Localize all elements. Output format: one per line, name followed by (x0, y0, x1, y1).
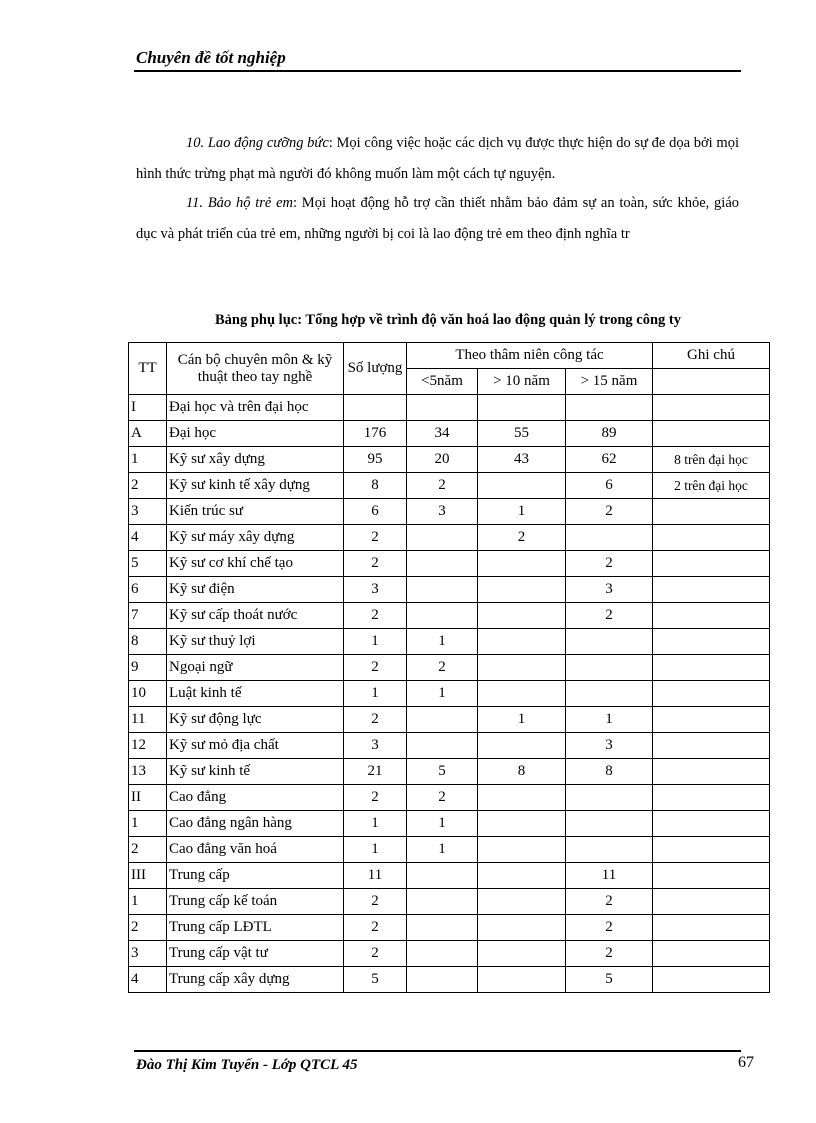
header-note-empty (653, 369, 770, 395)
cell-gt10: 1 (478, 499, 566, 525)
cell-name: Cao đẳng ngân hàng (167, 811, 344, 837)
table-row (129, 577, 770, 603)
cell-note (653, 863, 770, 889)
cell-gt15: 2 (566, 941, 653, 967)
cell-qty: 3 (344, 733, 407, 759)
cell-tt: 3 (129, 941, 167, 967)
cell-tt: 10 (129, 681, 167, 707)
table-body (129, 395, 770, 993)
table-row (129, 655, 770, 681)
table-row (129, 629, 770, 655)
cell-note (653, 837, 770, 863)
cell-gt10: 8 (478, 759, 566, 785)
cell-gt15: 2 (566, 603, 653, 629)
cell-note (653, 421, 770, 447)
cell-gt15 (566, 681, 653, 707)
cell-tt: 2 (129, 837, 167, 863)
table-row (129, 473, 770, 499)
cell-gt15 (566, 525, 653, 551)
cell-name: Cao đẳng (167, 785, 344, 811)
cell-tt: A (129, 421, 167, 447)
cell-gt15: 2 (566, 889, 653, 915)
cell-gt10: 43 (478, 447, 566, 473)
cell-note (653, 499, 770, 525)
cell-lt5 (407, 967, 478, 993)
cell-qty: 1 (344, 811, 407, 837)
cell-gt10 (478, 967, 566, 993)
cell-tt: II (129, 785, 167, 811)
cell-name: Luật kinh tế (167, 681, 344, 707)
cell-lt5 (407, 395, 478, 421)
cell-qty: 11 (344, 863, 407, 889)
cell-name: Kỹ sư kinh tế (167, 759, 344, 785)
cell-gt10 (478, 577, 566, 603)
cell-note (653, 525, 770, 551)
cell-gt15: 3 (566, 577, 653, 603)
cell-tt: 2 (129, 915, 167, 941)
cell-gt10 (478, 629, 566, 655)
table-row (129, 733, 770, 759)
cell-gt10 (478, 863, 566, 889)
cell-qty: 2 (344, 707, 407, 733)
cell-tt: 3 (129, 499, 167, 525)
cell-gt10 (478, 785, 566, 811)
cell-tt: 2 (129, 473, 167, 499)
cell-name: Đại học (167, 421, 344, 447)
cell-note (653, 889, 770, 915)
cell-gt10 (478, 473, 566, 499)
cell-tt: 12 (129, 733, 167, 759)
cell-tt: I (129, 395, 167, 421)
cell-lt5: 1 (407, 837, 478, 863)
cell-lt5: 1 (407, 811, 478, 837)
cell-note (653, 395, 770, 421)
cell-tt: 9 (129, 655, 167, 681)
header-seniority: Theo thâm niên công tác (407, 343, 653, 369)
cell-qty: 6 (344, 499, 407, 525)
cell-note (653, 915, 770, 941)
cell-gt15 (566, 811, 653, 837)
cell-tt: 8 (129, 629, 167, 655)
table-row (129, 499, 770, 525)
cell-gt15: 2 (566, 915, 653, 941)
cell-qty: 2 (344, 941, 407, 967)
cell-note (653, 941, 770, 967)
cell-gt15 (566, 785, 653, 811)
cell-gt15: 11 (566, 863, 653, 889)
cell-lt5: 2 (407, 655, 478, 681)
cell-gt15 (566, 395, 653, 421)
cell-tt: 7 (129, 603, 167, 629)
cell-gt10 (478, 733, 566, 759)
cell-name: Kỹ sư thuỷ lợi (167, 629, 344, 655)
cell-lt5: 5 (407, 759, 478, 785)
cell-gt15: 2 (566, 551, 653, 577)
cell-note (653, 967, 770, 993)
header-title: Chuyên đề tốt nghiệp (136, 48, 286, 67)
cell-note: 8 trên đại học (653, 447, 770, 473)
table-caption: Bảng phụ lục: Tổng hợp về trình độ văn hoá lao động quản lý trong công ty (215, 312, 681, 328)
table-row (129, 421, 770, 447)
cell-name: Trung cấp (167, 863, 344, 889)
cell-lt5 (407, 525, 478, 551)
cell-gt15: 5 (566, 967, 653, 993)
paragraph-child-protection (136, 188, 739, 250)
cell-tt: 11 (129, 707, 167, 733)
cell-gt10 (478, 889, 566, 915)
text-child-protection: : Mọi hoạt động hỗ trợ cần thiết nhằm bảo đảm sự an toàn, sức khỏe, giáo dục và phát triển của trẻ em, những người bị coi là lao động trẻ em theo định nghĩa tr (136, 195, 739, 242)
cell-gt15: 89 (566, 421, 653, 447)
cell-lt5: 1 (407, 681, 478, 707)
cell-gt10 (478, 681, 566, 707)
cell-lt5: 3 (407, 499, 478, 525)
cell-name: Kỹ sư điện (167, 577, 344, 603)
cell-note (653, 577, 770, 603)
header-divider (134, 70, 741, 72)
table-row (129, 551, 770, 577)
cell-lt5 (407, 707, 478, 733)
cell-qty (344, 395, 407, 421)
cell-name: Ngoại ngữ (167, 655, 344, 681)
cell-name: Kỹ sư động lực (167, 707, 344, 733)
cell-note (653, 681, 770, 707)
cell-lt5 (407, 863, 478, 889)
cell-name: Kỹ sư cấp thoát nước (167, 603, 344, 629)
cell-note (653, 785, 770, 811)
cell-qty: 176 (344, 421, 407, 447)
cell-gt10: 55 (478, 421, 566, 447)
cell-note: 2 trên đại học (653, 473, 770, 499)
cell-tt: 1 (129, 811, 167, 837)
cell-lt5: 20 (407, 447, 478, 473)
cell-gt15: 1 (566, 707, 653, 733)
cell-gt10 (478, 603, 566, 629)
cell-gt15: 3 (566, 733, 653, 759)
cell-name: Kiến trúc sư (167, 499, 344, 525)
header-gt10: > 10 năm (478, 369, 566, 395)
cell-qty: 1 (344, 837, 407, 863)
cell-qty: 2 (344, 785, 407, 811)
cell-gt10 (478, 551, 566, 577)
cell-gt10: 1 (478, 707, 566, 733)
cell-lt5 (407, 577, 478, 603)
footer-author: Đào Thị Kim Tuyến - Lớp QTCL 45 (136, 1057, 358, 1073)
cell-gt10: 2 (478, 525, 566, 551)
table-row (129, 837, 770, 863)
cell-lt5: 2 (407, 785, 478, 811)
table-row (129, 785, 770, 811)
cell-tt: 1 (129, 889, 167, 915)
header-tt: TT (129, 343, 167, 395)
cell-name: Kỹ sư xây dựng (167, 447, 344, 473)
table-row (129, 915, 770, 941)
cell-note (653, 811, 770, 837)
table-row (129, 395, 770, 421)
cell-gt10 (478, 811, 566, 837)
cell-tt: 5 (129, 551, 167, 577)
cell-qty: 95 (344, 447, 407, 473)
cell-lt5: 1 (407, 629, 478, 655)
cell-gt15: 62 (566, 447, 653, 473)
cell-gt15 (566, 629, 653, 655)
page-number: 67 (738, 1054, 754, 1071)
cell-gt10 (478, 941, 566, 967)
header-qty: Số lượng (344, 343, 407, 395)
cell-qty: 5 (344, 967, 407, 993)
cell-gt15: 6 (566, 473, 653, 499)
cell-qty: 2 (344, 655, 407, 681)
cell-qty: 2 (344, 603, 407, 629)
term-child-protection: 11. Bảo hộ trẻ em (186, 195, 293, 211)
header-name: Cán bộ chuyên môn & kỹ thuật theo tay nghề (167, 343, 344, 395)
table-row (129, 967, 770, 993)
cell-qty: 2 (344, 551, 407, 577)
cell-lt5 (407, 603, 478, 629)
cell-name: Trung cấp vật tư (167, 941, 344, 967)
cell-lt5 (407, 889, 478, 915)
cell-gt15 (566, 655, 653, 681)
cell-name: Kỹ sư kinh tế xây dựng (167, 473, 344, 499)
cell-name: Cao đẳng văn hoá (167, 837, 344, 863)
cell-name: Trung cấp kế toán (167, 889, 344, 915)
cell-tt: 4 (129, 967, 167, 993)
cell-gt10 (478, 915, 566, 941)
cell-qty: 2 (344, 525, 407, 551)
cell-note (653, 733, 770, 759)
cell-lt5 (407, 915, 478, 941)
cell-tt: 6 (129, 577, 167, 603)
header-gt15: > 15 năm (566, 369, 653, 395)
table-row (129, 811, 770, 837)
cell-lt5 (407, 941, 478, 967)
cell-gt15: 8 (566, 759, 653, 785)
paragraph-forced-labor (136, 128, 739, 190)
header-note: Ghi chú (653, 343, 770, 369)
footer-divider (134, 1050, 741, 1052)
cell-name: Đại học và trên đại học (167, 395, 344, 421)
table-row (129, 707, 770, 733)
cell-name: Kỹ sư mỏ địa chất (167, 733, 344, 759)
cell-gt10 (478, 655, 566, 681)
cell-gt15 (566, 837, 653, 863)
cell-lt5 (407, 733, 478, 759)
table-row (129, 603, 770, 629)
cell-tt: III (129, 863, 167, 889)
cell-qty: 3 (344, 577, 407, 603)
cell-gt15: 2 (566, 499, 653, 525)
table-row (129, 889, 770, 915)
cell-lt5: 2 (407, 473, 478, 499)
table-row (129, 863, 770, 889)
education-table (128, 342, 770, 993)
cell-qty: 21 (344, 759, 407, 785)
table-row (129, 525, 770, 551)
cell-gt10 (478, 837, 566, 863)
cell-note (653, 707, 770, 733)
cell-qty: 2 (344, 889, 407, 915)
cell-qty: 2 (344, 915, 407, 941)
cell-tt: 4 (129, 525, 167, 551)
cell-note (653, 655, 770, 681)
cell-gt10 (478, 395, 566, 421)
cell-note (653, 629, 770, 655)
cell-name: Kỹ sư máy xây dựng (167, 525, 344, 551)
cell-tt: 1 (129, 447, 167, 473)
term-forced-labor: 10. Lao động cưỡng bức (186, 135, 329, 151)
table-row (129, 447, 770, 473)
cell-name: Trung cấp xây dựng (167, 967, 344, 993)
cell-note (653, 551, 770, 577)
table-row (129, 681, 770, 707)
cell-tt: 13 (129, 759, 167, 785)
header-lt5: <5năm (407, 369, 478, 395)
cell-name: Kỹ sư cơ khí chế tạo (167, 551, 344, 577)
cell-lt5: 34 (407, 421, 478, 447)
cell-name: Trung cấp LĐTL (167, 915, 344, 941)
cell-qty: 1 (344, 681, 407, 707)
cell-note (653, 603, 770, 629)
cell-qty: 1 (344, 629, 407, 655)
text-forced-labor: : Mọi công việc hoặc các dịch vụ được thực hiện do sự đe dọa bởi mọi hình thức trừng phạt mà người đó không muốn làm một cách tự nguyện. (136, 135, 739, 182)
table-row (129, 941, 770, 967)
cell-note (653, 759, 770, 785)
table-row (129, 759, 770, 785)
cell-qty: 8 (344, 473, 407, 499)
cell-lt5 (407, 551, 478, 577)
